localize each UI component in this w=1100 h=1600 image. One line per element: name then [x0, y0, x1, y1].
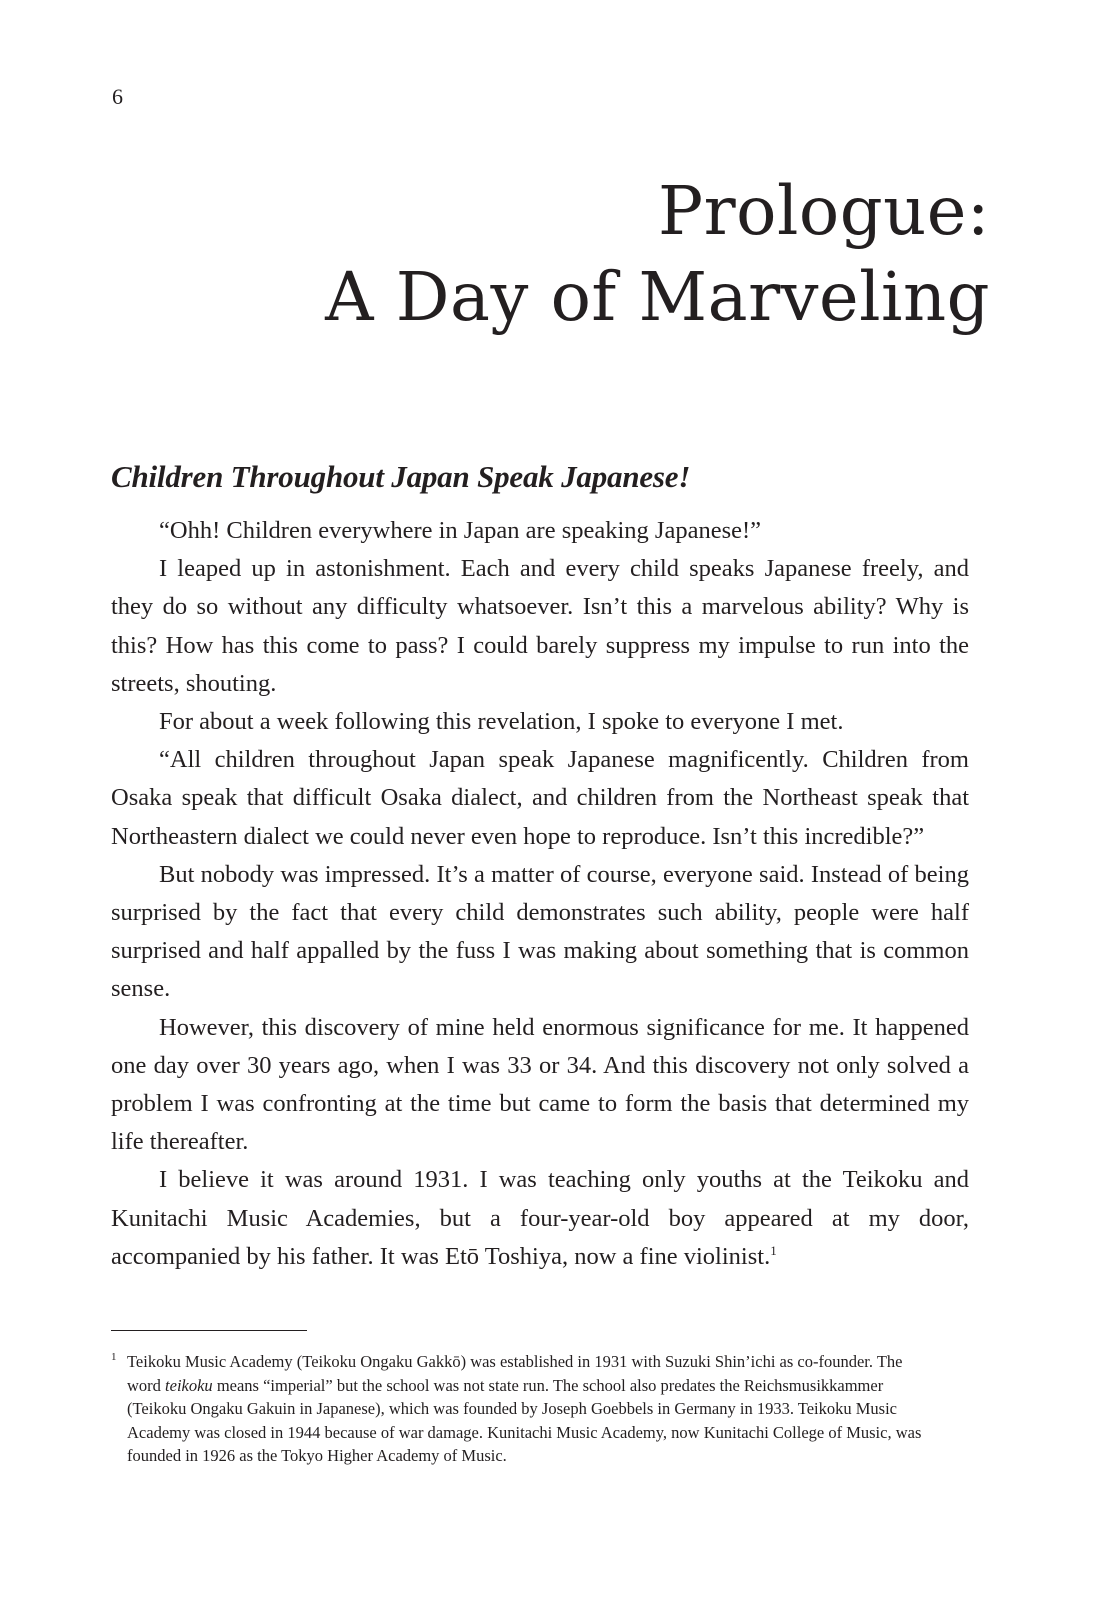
footnote-text: [127, 1350, 931, 1468]
footnote-text-part: means “imperial” but the school was not state run. The school also predates the Reichsmusikkammer (Teikoku Ongaku Gakuin in Japanese), which was founded by Joseph Goebbels in Germany in 1933. Teikoku Music Academy was closed in 1944 because of war damage. Kunitachi Music Academy, now Kunitachi College of Music, was founded in 1926 as the Tokyo Higher Academy of Music.: [127, 1375, 922, 1465]
chapter-title: [325, 168, 990, 340]
footnote-divider: [111, 1330, 307, 1331]
paragraph: “All children throughout Japan speak Japanese magnificently. Children from Osaka speak that difficult Osaka dialect, and children from the Northeast speak that Northeastern dialect we could never even hope to reproduce. Isn’t this incredible?”: [111, 746, 969, 850]
paragraph: I leaped up in astonishment. Each and every child speaks Japanese freely, and they do so without any difficulty whatsoever. Isn’t this a marvelous ability? Why is this? How has this come to pass? I could barely suppress my impulse to run into the streets, shouting.: [111, 555, 969, 697]
body-text: [111, 512, 969, 1276]
paragraph-text: I believe it was around 1931. I was teaching only youths at the Teikoku and Kunitachi Music Academies, but a four-year-old boy appeared at my door, accompanied by his father. It was Etō Toshiya, now a fine violinist.: [111, 1166, 969, 1270]
footnote-italic-term: teikoku: [165, 1375, 213, 1395]
chapter-title-line-1: Prologue:: [658, 172, 990, 250]
footnote-marker: 1: [111, 1351, 117, 1363]
chapter-title-line-2: A Day of Marveling: [325, 258, 990, 336]
paragraph: [111, 1161, 969, 1276]
paragraph: “Ohh! Children everywhere in Japan are speaking Japanese!”: [159, 517, 762, 544]
paragraph: But nobody was impressed. It’s a matter of course, everyone said. Instead of being surprised by the fact that every child demonstrates such ability, people were half surprised and half appalled by the fuss I was making about something that is common sense.: [111, 860, 969, 1003]
page-number: 6: [112, 84, 123, 109]
section-heading: Children Throughout Japan Speak Japanese!: [111, 459, 691, 494]
paragraph: However, this discovery of mine held enormous significance for me. It happened one day over 30 years ago, when I was 33 or 34. And this discovery not only solved a problem I was confronting at the time but came to form the basis that determined my life thereafter.: [111, 1013, 969, 1156]
footnote-reference[interactable]: 1: [770, 1242, 777, 1258]
paragraph: For about a week following this revelation, I spoke to everyone I met.: [159, 708, 844, 736]
footnote-text-part: Teikoku Music Academy (Teikoku Ongaku Gakkō) was established in 1931 with Suzuki Shin’ichi as co-founder. The word: [127, 1352, 903, 1395]
footnote: [111, 1350, 931, 1468]
